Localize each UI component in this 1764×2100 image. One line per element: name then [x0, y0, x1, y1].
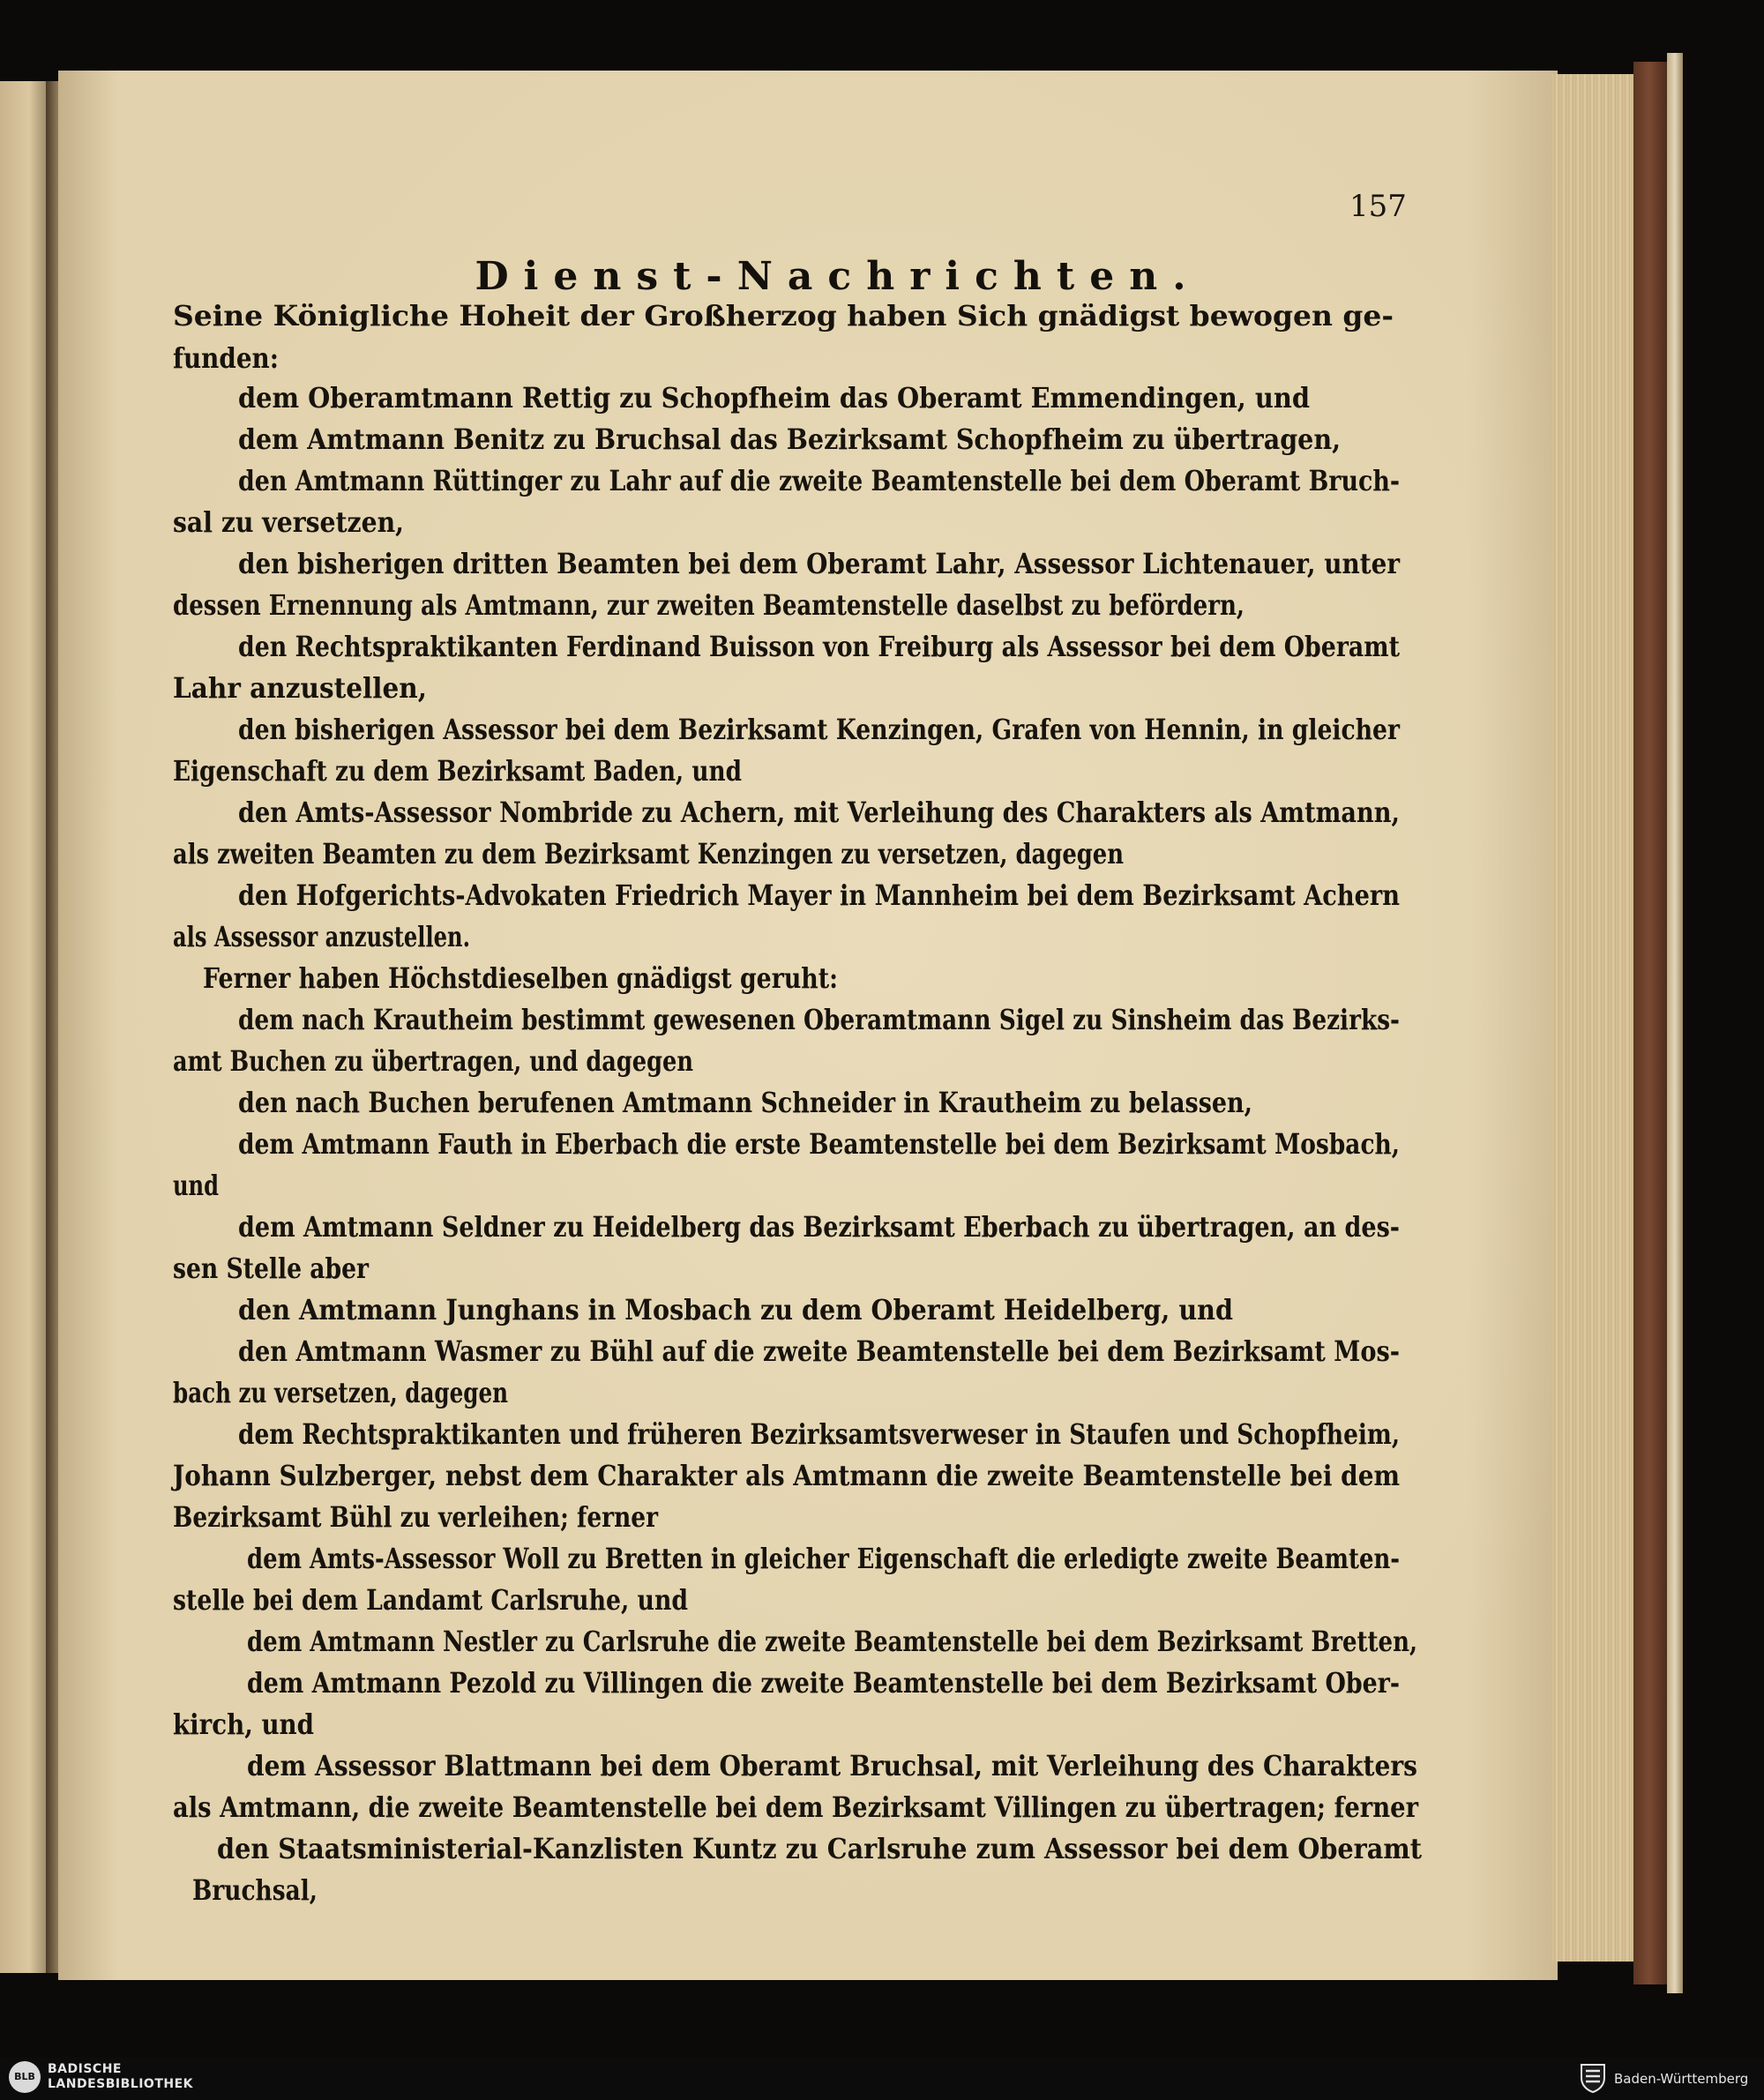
text-line: dem nach Krautheim bestimmt gewesenen Oberamtmann Sigel zu Sinsheim das Bezirks-	[238, 1003, 1400, 1036]
text-line: den Amtmann Junghans in Mosbach zu dem Oberamt Heidelberg, und	[238, 1293, 1233, 1327]
text-line: stelle bei dem Landamt Carlsruhe, und	[173, 1583, 688, 1617]
text-line: den Amtmann Rüttinger zu Lahr auf die zweite Beamtenstelle bei dem Oberamt Bruch-	[238, 464, 1400, 497]
text-line: kirch, und	[173, 1708, 314, 1741]
left-page-edge	[0, 81, 53, 1973]
text-line: den bisherigen Assessor bei dem Bezirksamt Kenzingen, Grafen von Hennin, in gleicher	[238, 713, 1400, 746]
text-line: den Staatsministerial-Kanzlisten Kuntz zu Carlsruhe zum Assessor bei dem Oberamt	[217, 1832, 1422, 1865]
coat-of-arms-icon	[1579, 2062, 1607, 2094]
text-line: Bruchsal,	[192, 1873, 318, 1907]
text-line: funden:	[173, 341, 279, 375]
text-line: dem Amtmann Pezold zu Villingen die zweite Beamtenstelle bei dem Bezirksamt Ober-	[247, 1666, 1400, 1700]
text-line: dem Amts-Assessor Woll zu Bretten in gleicher Eigenschaft die erledigte zweite Beamten-	[247, 1542, 1400, 1575]
text-line: als zweiten Beamten zu dem Bezirksamt Kenzingen zu versetzen, dagegen	[173, 837, 1124, 871]
text-line: als Assessor anzustellen.	[173, 920, 470, 953]
text-line: dem Amtmann Benitz zu Bruchsal das Bezirksamt Schopfheim zu übertragen,	[238, 422, 1341, 456]
library-name	[48, 2062, 193, 2092]
text-line: den Hofgerichts-Advokaten Friedrich Mayer in Mannheim bei dem Bezirksamt Achern	[238, 878, 1400, 912]
state-name: Baden-Württemberg	[1614, 2071, 1749, 2087]
text-line: den bisherigen dritten Beamten bei dem Oberamt Lahr, Assessor Lichtenauer, unter	[238, 547, 1400, 580]
text-line: Lahr anzustellen,	[173, 671, 427, 705]
text-line: Ferner haben Höchstdieselben gnädigst geruht:	[203, 961, 838, 995]
text-line: dem Amtmann Fauth in Eberbach die erste Beamtenstelle bei dem Bezirksamt Mosbach,	[238, 1127, 1400, 1161]
text-line: Seine Königliche Hoheit der Großherzog haben Sich gnädigst bewogen ge-	[173, 299, 1394, 333]
text-line: dem Oberamtmann Rettig zu Schopfheim das Oberamt Emmendingen, und	[238, 381, 1310, 415]
footer-bar	[0, 2057, 1764, 2100]
text-line: dessen Ernennung als Amtmann, zur zweiten Beamtenstelle daselbst zu befördern,	[173, 588, 1245, 622]
text-line: dem Rechtspraktikanten und früheren Bezirksamtsverweser in Staufen und Schopfheim,	[238, 1417, 1400, 1451]
text-line: amt Buchen zu übertragen, und dagegen	[173, 1044, 693, 1078]
text-line: und	[173, 1169, 219, 1202]
text-line: den Rechtspraktikanten Ferdinand Buisson von Freiburg als Assessor bei dem Oberamt	[238, 630, 1400, 663]
library-name-line1: BADISCHE	[48, 2062, 122, 2076]
blb-logo: BLB	[9, 2061, 41, 2093]
page-heading: Dienst-Nachrichten.	[475, 254, 1201, 299]
page-block-edges	[1552, 74, 1638, 1962]
text-line: dem Amtmann Nestler zu Carlsruhe die zweite Beamtenstelle bei dem Bezirksamt Bretten,	[247, 1625, 1417, 1658]
text-line: bach zu versetzen, dagegen	[173, 1376, 508, 1409]
book-cover-margin	[1667, 53, 1683, 1993]
text-line: den Amts-Assessor Nombride zu Achern, mit Verleihung des Charakters als Amtmann,	[238, 796, 1400, 829]
text-line: als Amtmann, die zweite Beamtenstelle bei dem Bezirksamt Villingen zu übertragen; ferner	[173, 1790, 1418, 1824]
text-line: den nach Buchen berufenen Amtmann Schneider in Krautheim zu belassen,	[238, 1086, 1252, 1119]
text-line: sal zu versetzen,	[173, 505, 404, 539]
text-line: Bezirksamt Bühl zu verleihen; ferner	[173, 1500, 658, 1534]
text-line: Eigenschaft zu dem Bezirksamt Baden, und	[173, 754, 742, 788]
text-line: sen Stelle aber	[173, 1252, 369, 1285]
text-line: Johann Sulzberger, nebst dem Charakter als Amtmann die zweite Beamtenstelle bei dem	[173, 1459, 1400, 1492]
text-line: den Amtmann Wasmer zu Bühl auf die zweite Beamtenstelle bei dem Bezirksamt Mos-	[238, 1334, 1400, 1368]
page-number: 157	[1349, 189, 1407, 224]
library-name-line2: LANDESBIBLIOTHEK	[48, 2077, 194, 2091]
text-line: dem Amtmann Seldner zu Heidelberg das Bezirksamt Eberbach zu übertragen, an des-	[238, 1210, 1400, 1244]
text-line: dem Assessor Blattmann bei dem Oberamt Bruchsal, mit Verleihung des Charakters	[247, 1749, 1417, 1782]
